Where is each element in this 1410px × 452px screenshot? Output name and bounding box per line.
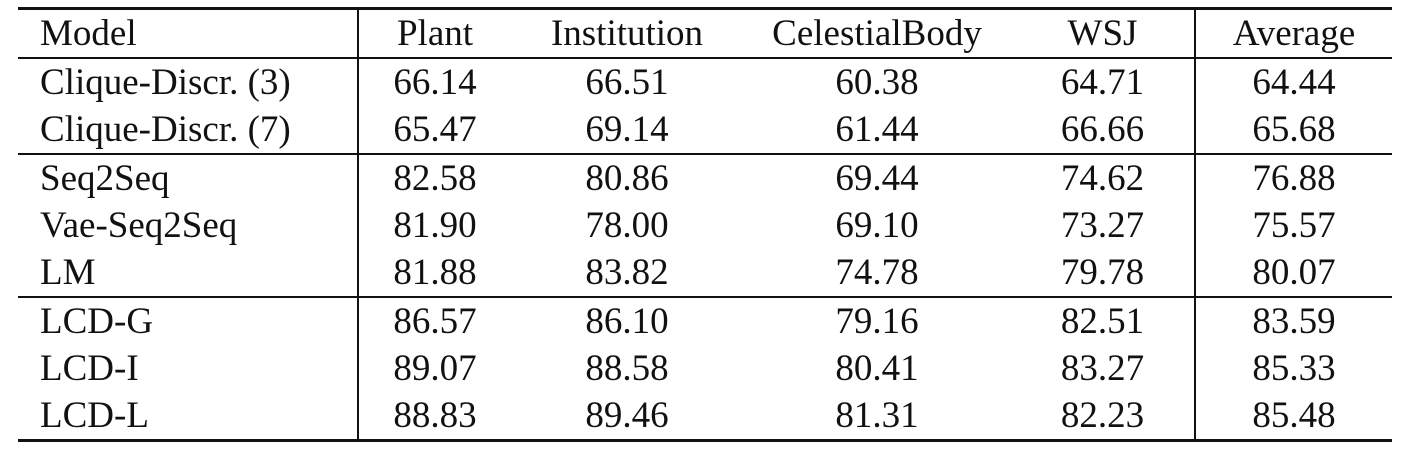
- header-celestialbody: CelestialBody: [743, 9, 1011, 59]
- cell-institution: 80.86: [511, 154, 743, 202]
- cell-average: 65.68: [1252, 109, 1336, 150]
- group-seq2seq-baselines: [18, 154, 1392, 297]
- cell-wsj: 82.23: [1011, 392, 1195, 441]
- cell-average: 76.88: [1195, 154, 1392, 202]
- cell-wsj: 79.78: [1011, 249, 1195, 297]
- table-header: [18, 9, 1392, 59]
- cell-wsj: 73.27: [1011, 202, 1195, 249]
- header-model: Model: [18, 9, 358, 59]
- cell-plant: 82.58: [358, 154, 511, 202]
- cell-wsj: 66.66: [1011, 106, 1195, 154]
- table-row: [18, 154, 1392, 202]
- group-clique-discr: [18, 58, 1392, 154]
- model-name: LCD-I: [18, 345, 358, 392]
- model-name: LCD-G: [18, 297, 358, 345]
- cell-celestialbody: 69.10: [835, 205, 919, 246]
- cell-celestialbody: 79.16: [743, 297, 1011, 345]
- cell-celestialbody: 69.44: [743, 154, 1011, 202]
- cell-celestialbody: 80.41: [835, 348, 919, 389]
- cell-celestialbody: 74.78: [835, 252, 919, 293]
- cell-plant: 65.47: [393, 109, 477, 150]
- group-lcd: [18, 297, 1392, 441]
- cell-institution-best: 89.46: [511, 392, 743, 441]
- cell-institution: 66.51: [511, 58, 743, 106]
- cell-plant: 81.90: [393, 205, 477, 246]
- cell-average-best: 85.48: [1195, 392, 1392, 441]
- cell-plant: 66.14: [358, 58, 511, 106]
- cell-plant: 81.88: [393, 252, 477, 293]
- header-institution: Institution: [511, 9, 743, 59]
- cell-average: 64.44: [1195, 58, 1392, 106]
- header-wsj: WSJ: [1011, 9, 1195, 59]
- model-name: Clique-Discr. (7): [18, 106, 358, 154]
- cell-plant: 88.83: [358, 392, 511, 441]
- model-name: Clique-Discr. (3): [18, 58, 358, 106]
- results-table: [18, 7, 1392, 442]
- cell-celestialbody: 60.38: [743, 58, 1011, 106]
- cell-plant-best: 89.07: [393, 348, 477, 389]
- cell-institution: 88.58: [585, 348, 669, 389]
- table-row: [18, 297, 1392, 345]
- cell-wsj: 64.71: [1011, 58, 1195, 106]
- cell-celestialbody-best: 81.31: [743, 392, 1011, 441]
- model-name: Seq2Seq: [18, 154, 358, 202]
- cell-celestialbody: 61.44: [835, 109, 919, 150]
- model-name: LM: [18, 249, 358, 297]
- cell-wsj-best: 83.27: [1011, 345, 1195, 392]
- table-row: [18, 202, 1392, 249]
- table-row: [18, 106, 1392, 154]
- table-row: [18, 249, 1392, 297]
- cell-average: 83.59: [1195, 297, 1392, 345]
- cell-average: 80.07: [1252, 252, 1336, 293]
- header-average: Average: [1195, 9, 1392, 59]
- table-row: [18, 58, 1392, 106]
- cell-institution: 69.14: [585, 109, 669, 150]
- model-name: LCD-L: [18, 392, 358, 441]
- cell-institution: 86.10: [511, 297, 743, 345]
- table-row: [18, 345, 1392, 392]
- cell-institution: 83.82: [585, 252, 669, 293]
- cell-wsj: 74.62: [1011, 154, 1195, 202]
- cell-wsj: 82.51: [1011, 297, 1195, 345]
- cell-average: 75.57: [1252, 205, 1336, 246]
- cell-plant: 86.57: [358, 297, 511, 345]
- header-row: [18, 9, 1392, 59]
- table-row: [18, 392, 1392, 441]
- header-plant: Plant: [358, 9, 511, 59]
- cell-average: 85.33: [1252, 348, 1336, 389]
- cell-institution: 78.00: [585, 205, 669, 246]
- model-name: Vae-Seq2Seq: [18, 202, 358, 249]
